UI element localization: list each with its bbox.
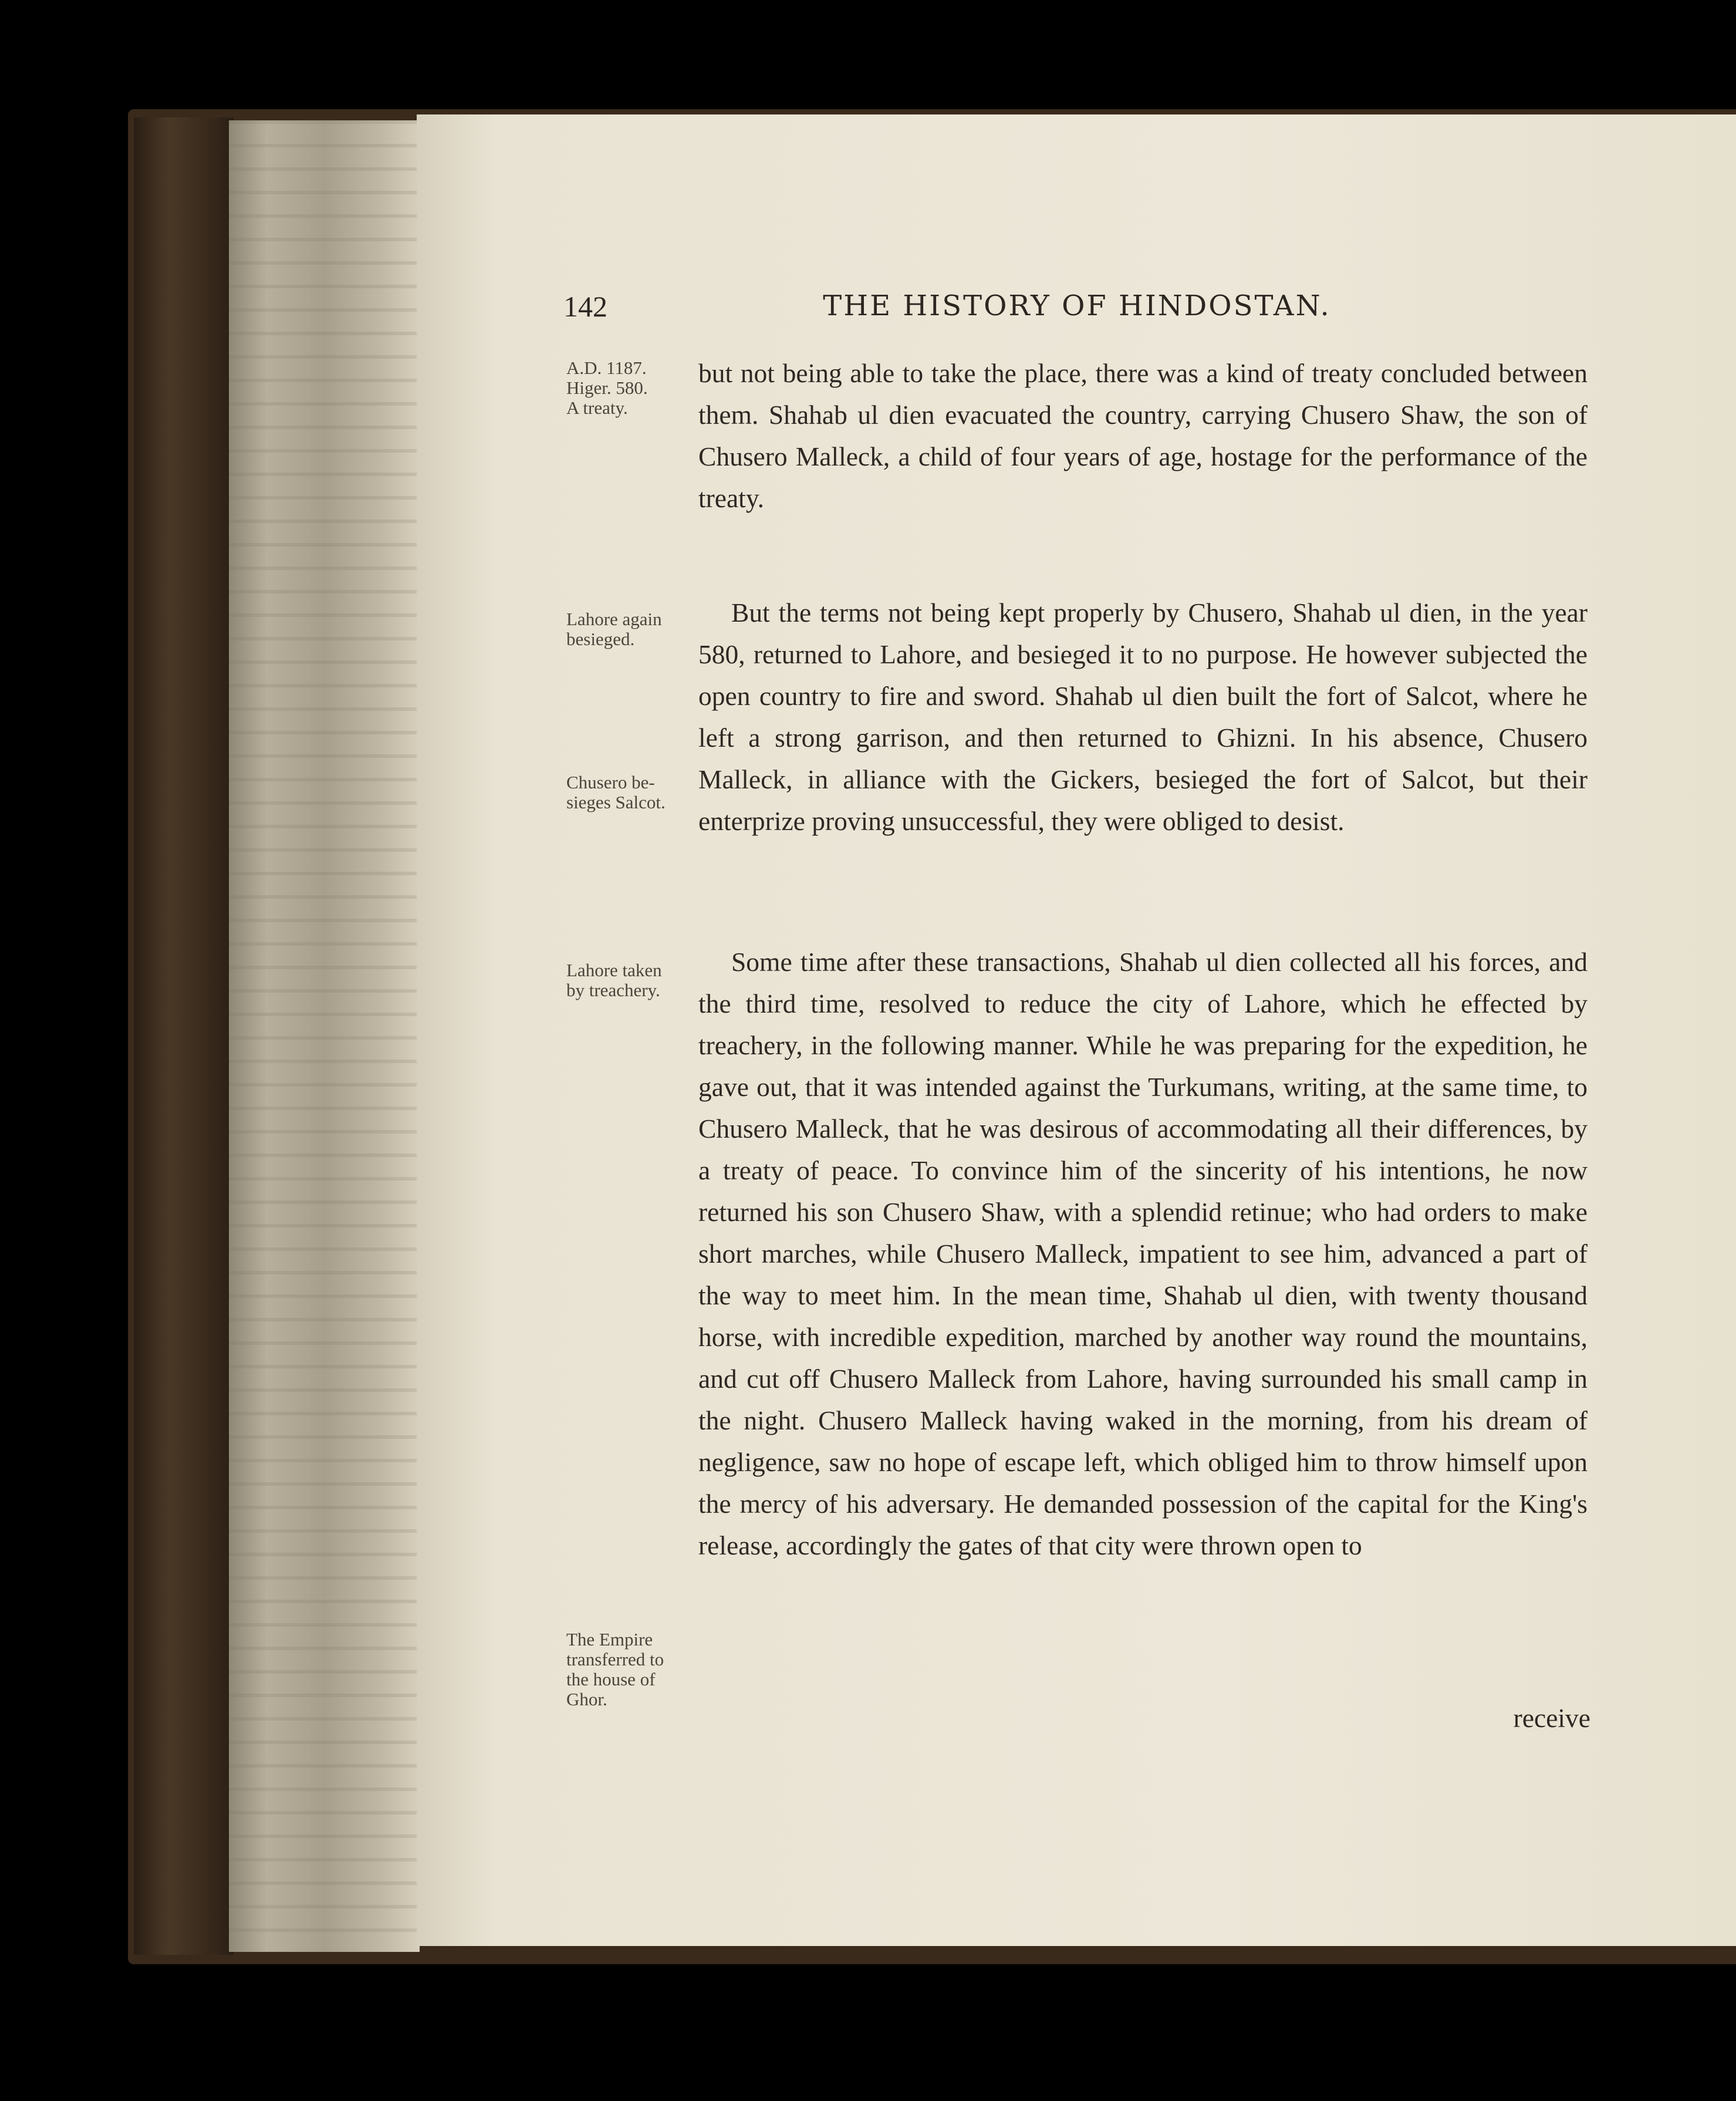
paragraph-2 [698,592,1588,842]
page-edges [229,120,420,1952]
paragraph-1 [698,352,1588,519]
page-number: 142 [563,290,607,323]
side-note-empire-transferred: The Empire transferred to the house of Ghor. [566,1629,664,1709]
paragraph-3-text: Some time after these transactions, Shahab ul dien collected all his forces, and the third time, resolved to reduce the city of Lahore, which he effected by treachery, in the following manner. While he was preparing for the expedition, he gave out, that it was intended against the Turkumans, writing, at the same time, to Chusero Malleck, that he was desirous of accommodating all their differences, by a treaty of peace. To convince him of the sincerity of his intentions, he now returned his son Chusero Shaw, with a splendid retinue; who had orders to make short marches, while Chusero Malleck, impatient to see him, advanced a part of the way to meet him. In the mean time, Shahab ul dien, with twenty thousand horse, with incredible expedition, marched by another way round the mountains, and cut off Chusero Malleck from Lahore, having surrounded his small camp in the night. Chusero Malleck having waked in the morning, from his dream of negligence, saw no hope of escape left, which obliged him to throw himself upon the mercy of his adversary. He demanded possession of the capital for the King's release, accordingly the gates of that city were thrown open to [698,947,1588,1560]
paragraph-2-text: But the terms not being kept properly by Chusero, Shahab ul dien, in the year 580, returned to Lahore, and besieged it to no purpose. He however subjected the open country to fire and sword. Shahab ul dien built the fort of Salcot, where he left a strong garrison, and then returned to Ghizni. In his absence, Chusero Malleck, in alliance with the Gickers, besieged the fort of Salcot, but their enterprize proving unsuccessful, they were obliged to desist. [698,598,1588,836]
book-spine [134,117,234,1955]
paragraph-3 [698,941,1588,1566]
side-note-treaty: A.D. 1187. Higer. 580. A treaty. [566,358,648,418]
paragraph-1-text: but not being able to take the place, there was a kind of treaty concluded between them. Shahab ul dien evacuated the country, carrying Chusero Shaw, the son of Chusero Malleck, a child of four years of age, hostage for the performance of the treaty. [698,358,1588,513]
side-note-salcot: Chusero be- sieges Salcot. [566,772,666,812]
catchword: receive [1513,1703,1590,1733]
running-head: THE HISTORY OF HINDOSTAN. [823,289,1331,322]
side-note-lahore-besieged: Lahore again besieged. [566,609,662,649]
side-note-lahore-taken: Lahore taken by treachery. [566,960,662,1000]
